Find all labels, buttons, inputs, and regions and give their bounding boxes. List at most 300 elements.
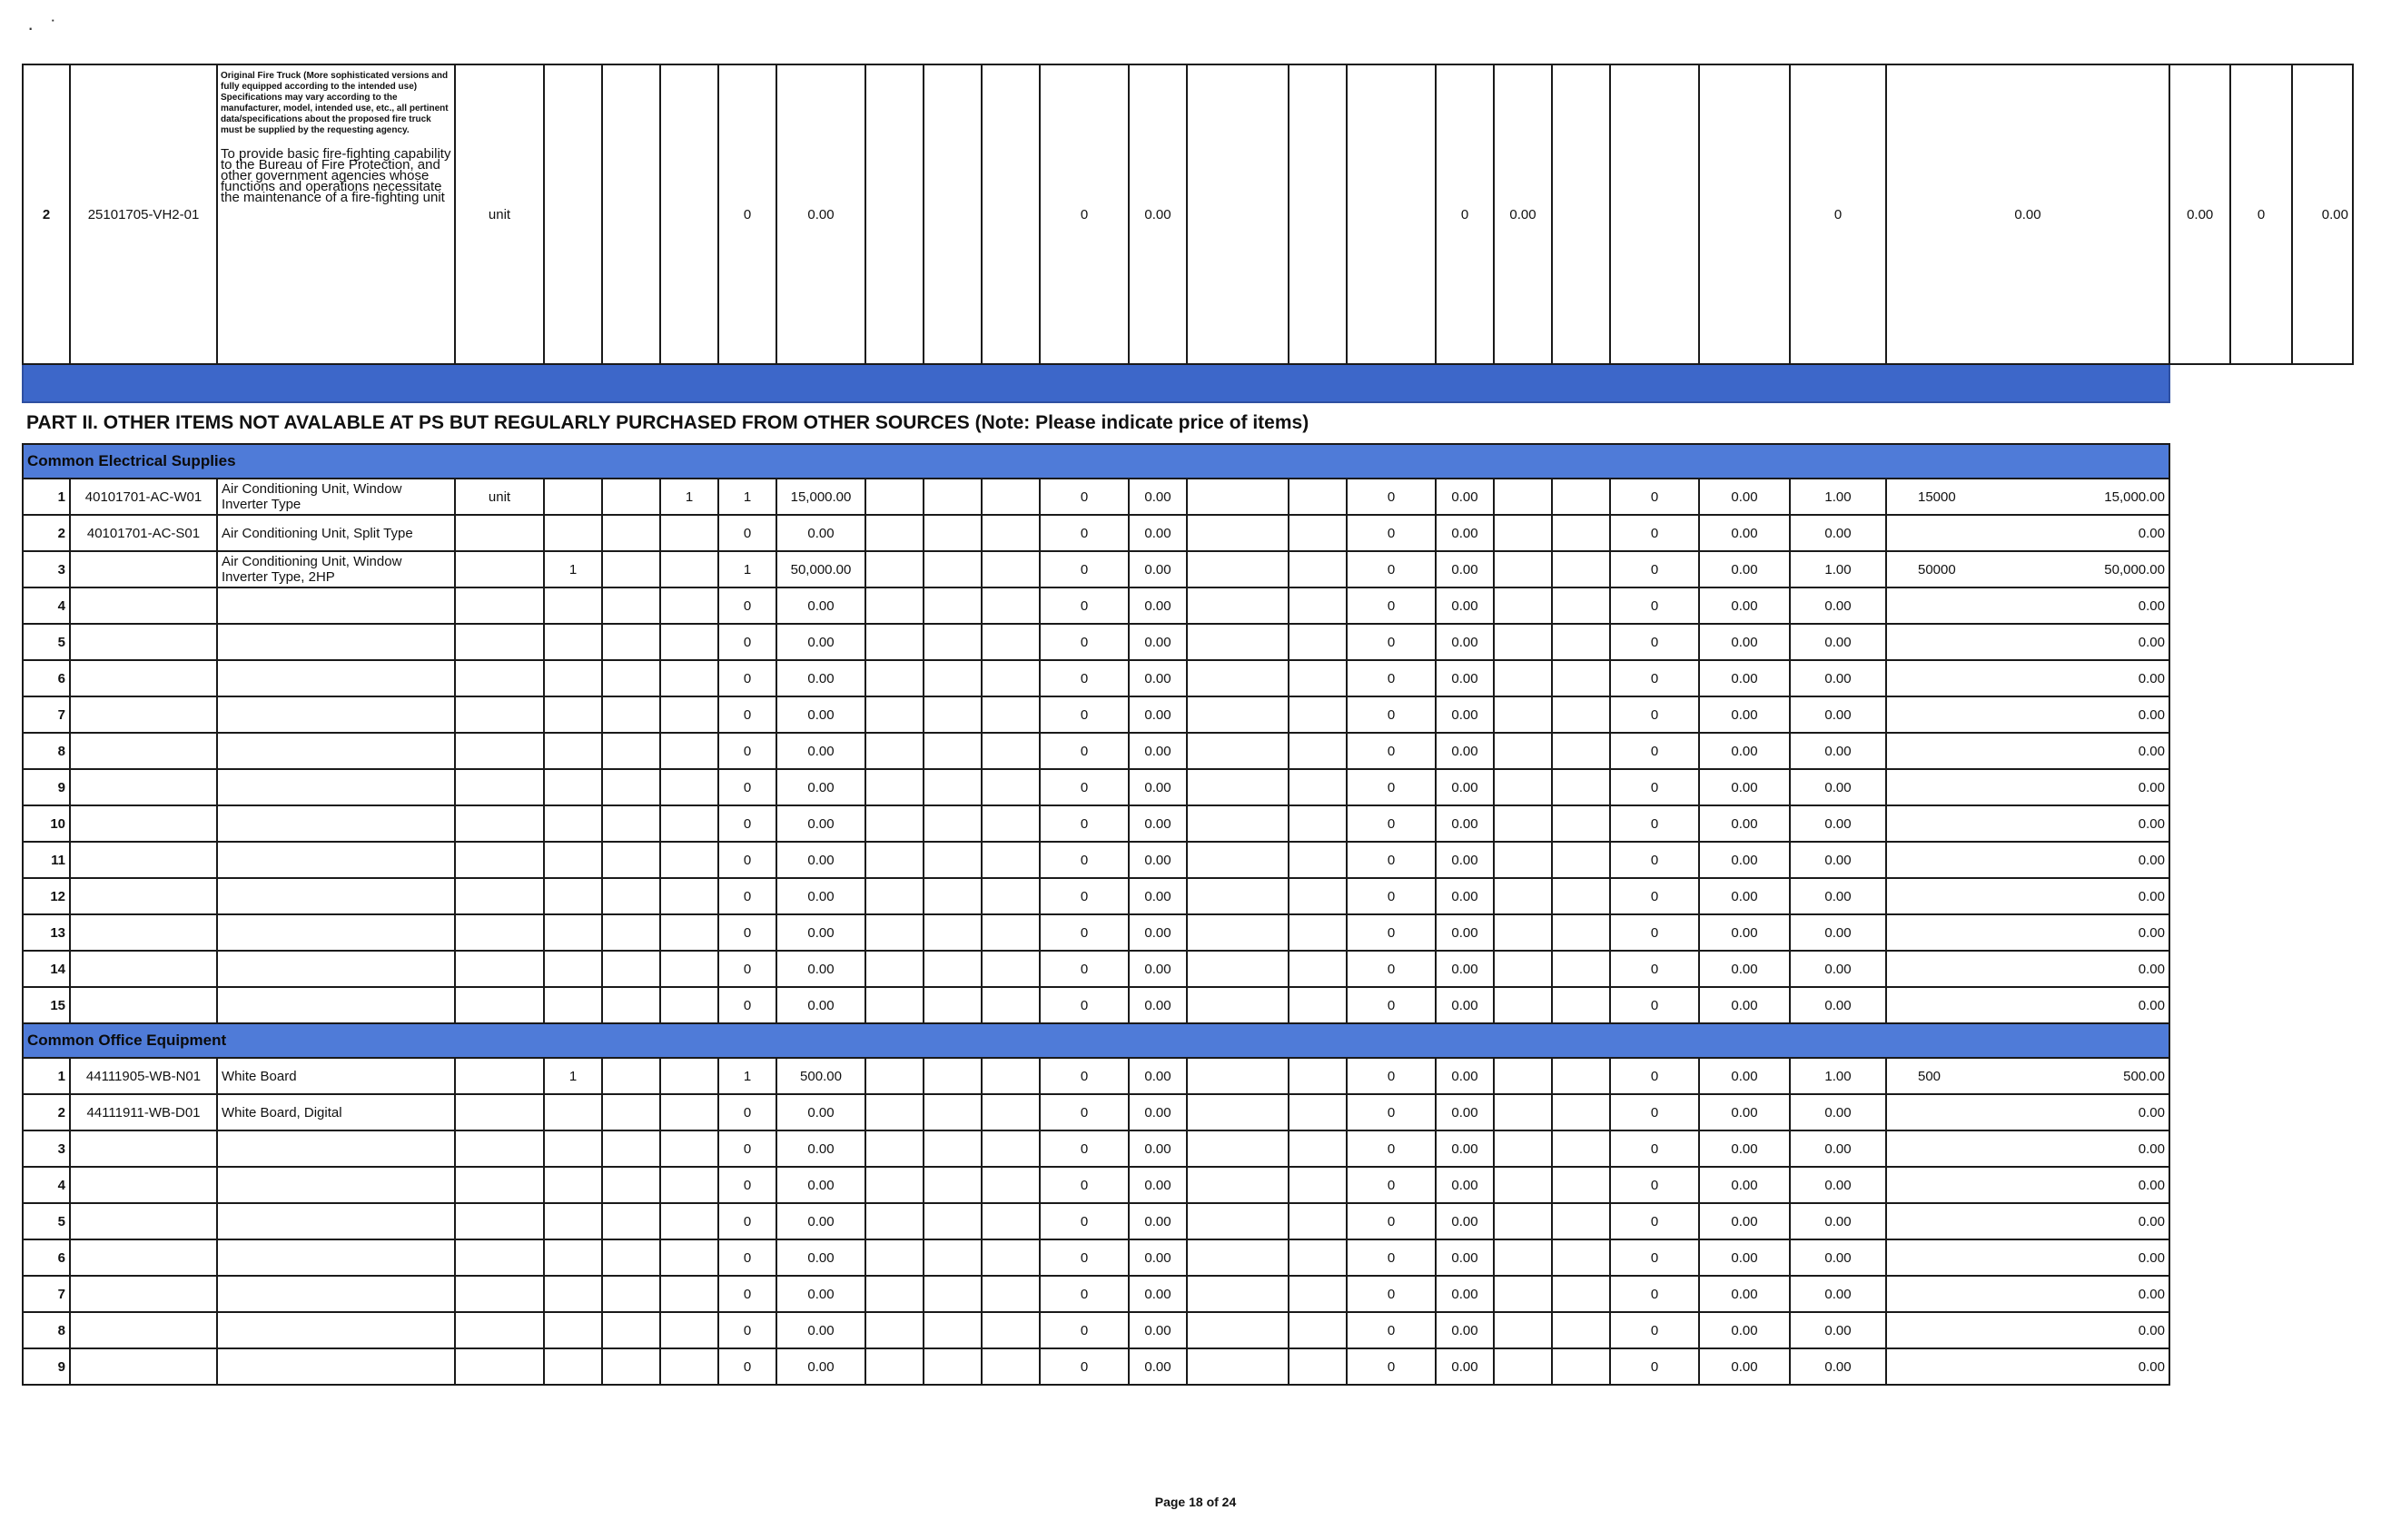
empty-cell	[924, 878, 982, 914]
empty-cell	[1552, 587, 1610, 624]
total-amount: 0.00	[1886, 1167, 2169, 1203]
empty-cell	[865, 914, 924, 951]
unit-cell	[455, 660, 544, 696]
empty-cell	[1187, 515, 1289, 551]
q2-qty: 0	[1040, 1094, 1129, 1130]
q4-amount: 0.00	[1699, 1276, 1790, 1312]
empty-cell	[1289, 733, 1347, 769]
item-description	[217, 587, 455, 624]
empty-cell	[1494, 914, 1552, 951]
q4-qty: 0	[1610, 842, 1699, 878]
empty-cell	[982, 805, 1040, 842]
q2-qty: 0	[1040, 733, 1129, 769]
month-qty	[602, 1203, 660, 1239]
q1-amount: 0.00	[776, 660, 865, 696]
empty-cell	[865, 515, 924, 551]
q3-amount: 0.00	[1436, 1130, 1494, 1167]
row-number: 2	[23, 515, 70, 551]
q3-amount: 0.00	[1436, 587, 1494, 624]
empty-cell	[1187, 1348, 1289, 1385]
month-qty	[660, 805, 718, 842]
item-description	[217, 1312, 455, 1348]
q4-amount: 0.00	[1699, 1058, 1790, 1094]
q3-amount: 0.00	[1436, 914, 1494, 951]
q2-qty: 0	[1040, 1167, 1129, 1203]
empty-cell	[1289, 842, 1347, 878]
total-amount: 0.00	[1886, 1130, 2169, 1167]
empty-cell	[982, 696, 1040, 733]
q4-qty: 0	[1610, 733, 1699, 769]
empty-cell	[1494, 587, 1552, 624]
q2-amount: 0.00	[1129, 1094, 1187, 1130]
category-title: Common Electrical Supplies	[23, 444, 2169, 479]
month-qty	[544, 587, 602, 624]
empty-cell	[1289, 479, 1347, 515]
month-qty	[602, 878, 660, 914]
q1-amount: 0.00	[776, 696, 865, 733]
empty-cell	[1494, 1094, 1552, 1130]
q1-amount: 0.00	[776, 1094, 865, 1130]
empty-cell	[1187, 1203, 1289, 1239]
empty-cell	[1187, 951, 1289, 987]
month-qty	[660, 951, 718, 987]
month-qty	[602, 1348, 660, 1385]
month-qty	[602, 1094, 660, 1130]
row-number: 10	[23, 805, 70, 842]
item-number: 2	[23, 64, 70, 364]
total-amount: 15000 15,000.00	[1886, 479, 2169, 515]
table-row	[23, 1276, 2353, 1312]
total-quantity: 0.00	[1790, 878, 1886, 914]
empty-cell	[1289, 660, 1347, 696]
empty-cell	[982, 1058, 1040, 1094]
q3-amount: 0.00	[1494, 64, 1552, 364]
month-qty	[602, 1058, 660, 1094]
item-code	[70, 733, 217, 769]
empty-cell	[1187, 1312, 1289, 1348]
item-code: 25101705-VH2-01	[70, 64, 217, 364]
item-code: 40101701-AC-W01	[70, 479, 217, 515]
item-code: 44111905-WB-N01	[70, 1058, 217, 1094]
q3-amount: 0.00	[1436, 624, 1494, 660]
q4-qty: 0	[1610, 624, 1699, 660]
q2-amount: 0.00	[1129, 1312, 1187, 1348]
empty-cell	[1289, 1203, 1347, 1239]
empty-cell	[924, 660, 982, 696]
q2-amount: 0.00	[1129, 696, 1187, 733]
q4-qty: 0	[1610, 1348, 1699, 1385]
q2-qty: 0	[1040, 1203, 1129, 1239]
unit-cell	[455, 951, 544, 987]
q3-qty: 0	[1347, 587, 1436, 624]
q2-qty: 0	[1040, 805, 1129, 842]
q4-amount: 0.00	[1699, 515, 1790, 551]
table-row	[23, 1167, 2353, 1203]
table-row	[23, 842, 2353, 878]
empty-cell	[982, 587, 1040, 624]
total-amount: 0.00	[1886, 987, 2169, 1023]
q4-qty: 0	[1610, 987, 1699, 1023]
empty-cell	[865, 1239, 924, 1276]
row-number: 6	[23, 660, 70, 696]
q1-amount: 0.00	[776, 842, 865, 878]
q1-qty: 0	[718, 624, 776, 660]
empty-cell	[924, 1239, 982, 1276]
q1-qty: 0	[718, 515, 776, 551]
total-quantity: 1.00	[1790, 551, 1886, 587]
q4-qty: 0	[1610, 769, 1699, 805]
item-description	[217, 1348, 455, 1385]
total-quantity: 0.00	[1790, 842, 1886, 878]
q4-amount: 0.00	[1699, 1130, 1790, 1167]
total-quantity: 0.00	[1790, 1203, 1886, 1239]
q1-qty: 0	[718, 951, 776, 987]
empty-cell	[982, 1167, 1040, 1203]
price-catalogue: 0	[2230, 64, 2291, 364]
q4-amount: 0.00	[1699, 733, 1790, 769]
empty-cell	[1289, 1094, 1347, 1130]
empty-cell	[1494, 1276, 1552, 1312]
row-number: 2	[23, 1094, 70, 1130]
unit-cell: unit	[455, 479, 544, 515]
unit-cell	[455, 1130, 544, 1167]
total-quantity: 0.00	[1790, 805, 1886, 842]
q1-amount: 0.00	[776, 805, 865, 842]
q3-amount: 0.00	[1436, 515, 1494, 551]
month-qty	[660, 1167, 718, 1203]
row-number: 9	[23, 769, 70, 805]
total-amount: 50000 50,000.00	[1886, 551, 2169, 587]
empty-cell	[1187, 914, 1289, 951]
empty-cell	[865, 551, 924, 587]
q4-amount: 0.00	[1699, 769, 1790, 805]
unit-cell	[455, 1312, 544, 1348]
empty-cell	[982, 842, 1040, 878]
empty-cell	[1494, 733, 1552, 769]
q1-qty: 1	[718, 479, 776, 515]
empty-cell	[1494, 1239, 1552, 1276]
empty-cell	[982, 479, 1040, 515]
row-number: 8	[23, 1312, 70, 1348]
unit-cell	[455, 878, 544, 914]
month-qty	[544, 914, 602, 951]
q2-qty: 0	[1040, 842, 1129, 878]
q2-amount: 0.00	[1129, 987, 1187, 1023]
empty-cell	[1552, 842, 1610, 878]
empty-cell	[924, 769, 982, 805]
q4-qty: 0	[1610, 587, 1699, 624]
empty-cell	[865, 1276, 924, 1312]
empty-cell	[982, 1276, 1040, 1312]
empty-cell	[1187, 624, 1289, 660]
month-qty	[544, 1094, 602, 1130]
table-row	[23, 1058, 2353, 1094]
unit-cell	[455, 1167, 544, 1203]
item-description	[217, 696, 455, 733]
item-description	[217, 1203, 455, 1239]
empty-cell	[1187, 769, 1289, 805]
empty-cell	[1187, 987, 1289, 1023]
row-number: 4	[23, 1167, 70, 1203]
month-qty	[544, 805, 602, 842]
empty-cell	[1552, 624, 1610, 660]
empty-cell	[1187, 587, 1289, 624]
q1-amount: 50,000.00	[776, 551, 865, 587]
q1-qty: 0	[718, 1203, 776, 1239]
q2-qty: 0	[1040, 769, 1129, 805]
q1-qty: 0	[718, 1167, 776, 1203]
total-amount: 0.00	[1886, 660, 2169, 696]
month-qty: 1	[544, 551, 602, 587]
empty-cell	[1187, 842, 1289, 878]
q4-amount: 0.00	[1699, 1348, 1790, 1385]
empty-cell	[982, 987, 1040, 1023]
q1-qty: 0	[718, 1094, 776, 1130]
table-row	[23, 1094, 2353, 1130]
item-code	[70, 1167, 217, 1203]
empty-cell	[865, 733, 924, 769]
q3-amount: 0.00	[1436, 1167, 1494, 1203]
table-body	[23, 64, 2353, 1385]
month-qty	[544, 769, 602, 805]
q1-amount: 0.00	[776, 951, 865, 987]
q4-qty: 0	[1610, 515, 1699, 551]
empty-cell	[982, 660, 1040, 696]
empty-cell	[1187, 1167, 1289, 1203]
q2-qty: 0	[1040, 1312, 1129, 1348]
q2-amount: 0.00	[1129, 1167, 1187, 1203]
row-number: 12	[23, 878, 70, 914]
month-qty	[660, 733, 718, 769]
empty-cell	[1289, 1312, 1347, 1348]
month-qty	[544, 660, 602, 696]
empty-cell	[865, 1130, 924, 1167]
empty-cell	[982, 515, 1040, 551]
unit-cell	[455, 551, 544, 587]
app-form-table	[22, 64, 2354, 1386]
unit-cell	[455, 1058, 544, 1094]
empty-cell	[1494, 842, 1552, 878]
q2-amount: 0.00	[1129, 769, 1187, 805]
total-amount: 500 500.00	[1886, 1058, 2169, 1094]
table-row	[23, 805, 2353, 842]
month-qty	[544, 1276, 602, 1312]
month-qty	[660, 1203, 718, 1239]
empty-cell	[1187, 660, 1289, 696]
month-qty	[544, 951, 602, 987]
item-code	[70, 1276, 217, 1312]
q4-qty: 0	[1610, 479, 1699, 515]
q2-amount: 0.00	[1129, 624, 1187, 660]
item-code	[70, 842, 217, 878]
q3-amount: 0.00	[1436, 1094, 1494, 1130]
q1-amount: 0.00	[776, 1130, 865, 1167]
q3-qty: 0	[1347, 696, 1436, 733]
month-qty: 1	[660, 479, 718, 515]
total-quantity: 0.00	[1790, 733, 1886, 769]
q3-qty: 0	[1347, 1130, 1436, 1167]
empty-cell	[865, 624, 924, 660]
empty-cell	[982, 1094, 1040, 1130]
q2-qty: 0	[1040, 914, 1129, 951]
price-catalogue: 50000	[1918, 561, 1956, 578]
empty-cell	[924, 624, 982, 660]
item-code	[70, 987, 217, 1023]
empty-cell	[1289, 1348, 1347, 1385]
q1-qty: 0	[718, 987, 776, 1023]
q4-qty: 0	[1610, 1167, 1699, 1203]
item-description	[217, 987, 455, 1023]
q4-qty: 0	[1610, 660, 1699, 696]
empty-cell	[1289, 551, 1347, 587]
q3-qty: 0	[1347, 1058, 1436, 1094]
empty-cell	[1289, 951, 1347, 987]
total-amount: 0.00	[1886, 878, 2169, 914]
empty-cell	[865, 587, 924, 624]
item-description	[217, 951, 455, 987]
total-amount: 0.00	[1886, 733, 2169, 769]
q1-amount: 0.00	[776, 914, 865, 951]
item-description	[217, 805, 455, 842]
item-code	[70, 696, 217, 733]
row-number: 8	[23, 733, 70, 769]
item-description	[217, 878, 455, 914]
q2-qty: 0	[1040, 987, 1129, 1023]
q3-qty: 0	[1347, 951, 1436, 987]
q3-qty: 0	[1436, 64, 1494, 364]
total-amount: 0.00	[1886, 1348, 2169, 1385]
table-row	[23, 733, 2353, 769]
empty-cell	[865, 951, 924, 987]
q3-amount: 0.00	[1436, 805, 1494, 842]
q3-qty: 0	[1347, 551, 1436, 587]
item-description	[217, 1130, 455, 1167]
row-number: 14	[23, 951, 70, 987]
month-qty	[602, 769, 660, 805]
item-code	[70, 769, 217, 805]
empty-cell	[982, 951, 1040, 987]
q2-amount: 0.00	[1129, 1276, 1187, 1312]
table-row	[23, 878, 2353, 914]
month-qty	[660, 1348, 718, 1385]
empty-cell	[924, 1276, 982, 1312]
empty-cell	[1494, 1203, 1552, 1239]
month-qty	[660, 914, 718, 951]
month-qty	[660, 1130, 718, 1167]
item-description	[217, 660, 455, 696]
q2-qty: 0	[1040, 624, 1129, 660]
q2-amount: 0.00	[1129, 660, 1187, 696]
empty-cell	[865, 479, 924, 515]
unit-cell	[455, 587, 544, 624]
empty-cell	[1289, 914, 1347, 951]
unit-cell	[455, 1348, 544, 1385]
q3-qty: 0	[1347, 878, 1436, 914]
unit-cell	[455, 1239, 544, 1276]
empty-cell	[1552, 479, 1610, 515]
row-number: 11	[23, 842, 70, 878]
empty-cell	[1494, 515, 1552, 551]
empty-cell	[865, 1094, 924, 1130]
q1-amount: 0.00	[776, 878, 865, 914]
month-qty	[660, 551, 718, 587]
empty-cell	[924, 515, 982, 551]
month-qty	[544, 1203, 602, 1239]
item-code	[70, 878, 217, 914]
empty-cell	[924, 1203, 982, 1239]
row-number: 3	[23, 1130, 70, 1167]
q4-amount: 0.00	[1699, 987, 1790, 1023]
empty-cell	[1187, 878, 1289, 914]
empty-cell	[1289, 1167, 1347, 1203]
q3-qty: 0	[1347, 1094, 1436, 1130]
q1-qty: 0	[718, 805, 776, 842]
q4-amount: 0.00	[1699, 479, 1790, 515]
q4-qty: 0	[1610, 1094, 1699, 1130]
total-quantity: 0.00	[1790, 1167, 1886, 1203]
q1-qty: 0	[718, 1348, 776, 1385]
empty-cell	[924, 842, 982, 878]
empty-cell	[1552, 696, 1610, 733]
empty-cell	[1187, 1058, 1289, 1094]
q4-qty: 0	[1610, 1276, 1699, 1312]
empty-cell	[982, 914, 1040, 951]
total-quantity: 0.00	[1790, 1348, 1886, 1385]
q1-amount: 0.00	[776, 769, 865, 805]
empty-cell	[865, 1312, 924, 1348]
empty-cell	[1494, 1167, 1552, 1203]
total-quantity: 0.00	[1790, 987, 1886, 1023]
total-amount: 0.00	[1886, 1276, 2169, 1312]
total-amount: 0.00	[1886, 1312, 2169, 1348]
q4-amount: 0.00	[1699, 878, 1790, 914]
q4-amount: 0.00	[1699, 951, 1790, 987]
q1-qty: 0	[718, 1276, 776, 1312]
item-description	[217, 1239, 455, 1276]
q1-amount: 0.00	[776, 64, 865, 364]
empty-cell	[1289, 805, 1347, 842]
q2-amount: 0.00	[1129, 587, 1187, 624]
unit-cell	[455, 842, 544, 878]
empty-cell	[1552, 1276, 1610, 1312]
month-qty	[602, 515, 660, 551]
q2-amount: 0.00	[1129, 914, 1187, 951]
empty-cell	[924, 1348, 982, 1385]
month-qty	[602, 660, 660, 696]
item-description	[217, 64, 455, 364]
q4-amount: 0.00	[1699, 842, 1790, 878]
q4-amount: 0.00	[1699, 696, 1790, 733]
table-row	[23, 769, 2353, 805]
item-code	[70, 805, 217, 842]
empty-cell	[1494, 624, 1552, 660]
month-qty	[660, 1058, 718, 1094]
item-description	[217, 733, 455, 769]
empty-cell	[1494, 1312, 1552, 1348]
month-qty	[660, 1094, 718, 1130]
empty-cell	[982, 1348, 1040, 1385]
table-row	[23, 951, 2353, 987]
item-description: Air Conditioning Unit, Window Inverter Type	[217, 479, 455, 515]
empty-cell	[1494, 769, 1552, 805]
month-qty	[544, 878, 602, 914]
total-amount: 0.00	[1886, 951, 2169, 987]
item-description	[217, 624, 455, 660]
row-number: 1	[23, 479, 70, 515]
empty-cell	[1552, 1094, 1610, 1130]
total-amount: 0.00	[1886, 1203, 2169, 1239]
month-qty	[602, 914, 660, 951]
